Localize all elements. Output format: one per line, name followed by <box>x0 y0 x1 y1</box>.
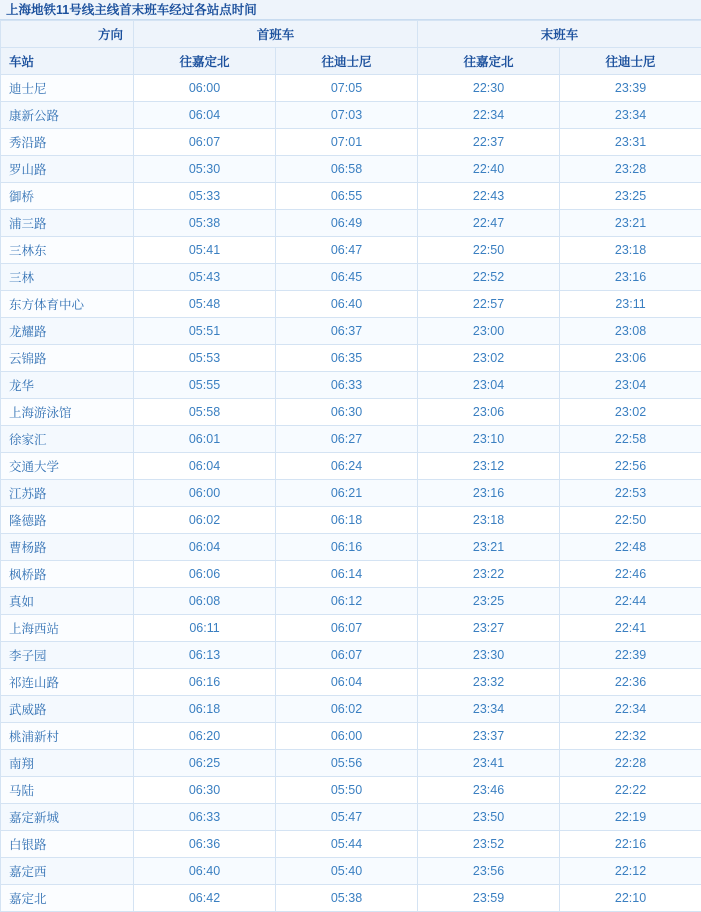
time-cell: 06:27 <box>276 426 418 453</box>
station-name[interactable]: 桃浦新村 <box>1 723 134 750</box>
time-cell: 07:03 <box>276 102 418 129</box>
time-cell: 06:01 <box>134 426 276 453</box>
table-row <box>1 291 701 318</box>
time-cell: 05:53 <box>134 345 276 372</box>
time-cell: 06:02 <box>276 696 418 723</box>
time-cell: 05:30 <box>134 156 276 183</box>
station-name[interactable]: 罗山路 <box>1 156 134 183</box>
table-row <box>1 777 701 804</box>
time-cell: 06:02 <box>134 507 276 534</box>
table-row <box>1 183 701 210</box>
time-cell: 22:41 <box>560 615 701 642</box>
time-cell: 23:50 <box>418 804 560 831</box>
timetable <box>0 20 701 912</box>
station-name[interactable]: 曹杨路 <box>1 534 134 561</box>
time-cell: 05:40 <box>276 858 418 885</box>
time-cell: 22:50 <box>418 237 560 264</box>
station-name[interactable]: 三林 <box>1 264 134 291</box>
time-cell: 05:47 <box>276 804 418 831</box>
table-row <box>1 534 701 561</box>
time-cell: 23:04 <box>418 372 560 399</box>
direction-header: 方向 <box>1 21 134 48</box>
time-cell: 23:21 <box>560 210 701 237</box>
time-cell: 22:36 <box>560 669 701 696</box>
station-name[interactable]: 嘉定西 <box>1 858 134 885</box>
table-row <box>1 615 701 642</box>
time-cell: 23:22 <box>418 561 560 588</box>
time-cell: 23:11 <box>560 291 701 318</box>
station-name[interactable]: 上海西站 <box>1 615 134 642</box>
time-cell: 22:39 <box>560 642 701 669</box>
time-cell: 06:04 <box>134 453 276 480</box>
time-cell: 22:34 <box>560 696 701 723</box>
station-name[interactable]: 三林东 <box>1 237 134 264</box>
time-cell: 06:42 <box>134 885 276 912</box>
time-cell: 05:55 <box>134 372 276 399</box>
table-row <box>1 831 701 858</box>
time-cell: 23:16 <box>560 264 701 291</box>
time-cell: 23:41 <box>418 750 560 777</box>
station-name[interactable]: 白银路 <box>1 831 134 858</box>
table-row <box>1 588 701 615</box>
time-cell: 22:47 <box>418 210 560 237</box>
time-cell: 23:06 <box>418 399 560 426</box>
station-name[interactable]: 康新公路 <box>1 102 134 129</box>
time-cell: 22:56 <box>560 453 701 480</box>
time-cell: 22:52 <box>418 264 560 291</box>
time-cell: 23:34 <box>560 102 701 129</box>
table-row <box>1 885 701 912</box>
time-cell: 22:40 <box>418 156 560 183</box>
time-cell: 06:04 <box>134 534 276 561</box>
time-cell: 22:46 <box>560 561 701 588</box>
station-name[interactable]: 浦三路 <box>1 210 134 237</box>
time-cell: 22:10 <box>560 885 701 912</box>
station-name[interactable]: 龙华 <box>1 372 134 399</box>
time-cell: 06:04 <box>134 102 276 129</box>
time-cell: 06:30 <box>276 399 418 426</box>
time-cell: 06:07 <box>276 642 418 669</box>
time-cell: 06:12 <box>276 588 418 615</box>
time-cell: 23:00 <box>418 318 560 345</box>
time-cell: 22:50 <box>560 507 701 534</box>
time-cell: 06:47 <box>276 237 418 264</box>
time-cell: 23:02 <box>418 345 560 372</box>
time-cell: 05:43 <box>134 264 276 291</box>
station-name[interactable]: 嘉定新城 <box>1 804 134 831</box>
table-header <box>1 21 701 75</box>
time-cell: 05:38 <box>134 210 276 237</box>
station-name[interactable]: 祁连山路 <box>1 669 134 696</box>
time-cell: 05:41 <box>134 237 276 264</box>
time-cell: 23:12 <box>418 453 560 480</box>
page-title: 上海地铁11号线主线首末班车经过各站点时间 <box>0 0 701 20</box>
time-cell: 06:11 <box>134 615 276 642</box>
table-row <box>1 426 701 453</box>
table-row <box>1 156 701 183</box>
time-cell: 05:38 <box>276 885 418 912</box>
time-cell: 23:30 <box>418 642 560 669</box>
time-cell: 23:10 <box>418 426 560 453</box>
station-name[interactable]: 嘉定北 <box>1 885 134 912</box>
station-name[interactable]: 隆德路 <box>1 507 134 534</box>
time-cell: 06:40 <box>276 291 418 318</box>
time-cell: 22:34 <box>418 102 560 129</box>
time-cell: 06:35 <box>276 345 418 372</box>
time-cell: 06:55 <box>276 183 418 210</box>
time-cell: 22:37 <box>418 129 560 156</box>
time-cell: 22:48 <box>560 534 701 561</box>
column-header-last-to-disney: 往迪士尼 <box>560 48 701 75</box>
time-cell: 22:32 <box>560 723 701 750</box>
time-cell: 05:48 <box>134 291 276 318</box>
time-cell: 06:08 <box>134 588 276 615</box>
station-name[interactable]: 上海游泳馆 <box>1 399 134 426</box>
time-cell: 23:04 <box>560 372 701 399</box>
table-row <box>1 399 701 426</box>
time-cell: 06:45 <box>276 264 418 291</box>
time-cell: 06:18 <box>134 696 276 723</box>
time-cell: 06:06 <box>134 561 276 588</box>
time-cell: 06:33 <box>276 372 418 399</box>
table-row <box>1 453 701 480</box>
time-cell: 23:21 <box>418 534 560 561</box>
time-cell: 06:49 <box>276 210 418 237</box>
time-cell: 23:37 <box>418 723 560 750</box>
table-row <box>1 642 701 669</box>
table-row <box>1 75 701 102</box>
table-row <box>1 480 701 507</box>
time-cell: 06:16 <box>134 669 276 696</box>
table-row <box>1 858 701 885</box>
table-row <box>1 345 701 372</box>
table-row <box>1 210 701 237</box>
time-cell: 05:58 <box>134 399 276 426</box>
time-cell: 06:20 <box>134 723 276 750</box>
station-name[interactable]: 真如 <box>1 588 134 615</box>
time-cell: 06:37 <box>276 318 418 345</box>
time-cell: 22:19 <box>560 804 701 831</box>
station-name[interactable]: 徐家汇 <box>1 426 134 453</box>
time-cell: 22:58 <box>560 426 701 453</box>
station-name[interactable]: 云锦路 <box>1 345 134 372</box>
time-cell: 22:28 <box>560 750 701 777</box>
time-cell: 06:58 <box>276 156 418 183</box>
table-row <box>1 372 701 399</box>
time-cell: 06:00 <box>134 75 276 102</box>
time-cell: 23:18 <box>560 237 701 264</box>
time-cell: 23:56 <box>418 858 560 885</box>
table-row <box>1 804 701 831</box>
time-cell: 23:18 <box>418 507 560 534</box>
header-row-groups <box>1 21 701 48</box>
time-cell: 06:07 <box>276 615 418 642</box>
table-row <box>1 129 701 156</box>
station-name[interactable]: 李子园 <box>1 642 134 669</box>
time-cell: 06:13 <box>134 642 276 669</box>
time-cell: 22:57 <box>418 291 560 318</box>
group-header-last-train: 末班车 <box>418 21 701 48</box>
time-cell: 23:52 <box>418 831 560 858</box>
time-cell: 23:02 <box>560 399 701 426</box>
time-cell: 06:18 <box>276 507 418 534</box>
column-header-last-to-jiadingbei: 往嘉定北 <box>418 48 560 75</box>
time-cell: 23:25 <box>560 183 701 210</box>
station-name[interactable]: 马陆 <box>1 777 134 804</box>
table-row <box>1 723 701 750</box>
time-cell: 06:07 <box>134 129 276 156</box>
time-cell: 22:43 <box>418 183 560 210</box>
table-row <box>1 750 701 777</box>
station-name[interactable]: 龙耀路 <box>1 318 134 345</box>
time-cell: 23:28 <box>560 156 701 183</box>
time-cell: 06:30 <box>134 777 276 804</box>
time-cell: 23:34 <box>418 696 560 723</box>
station-name[interactable]: 南翔 <box>1 750 134 777</box>
time-cell: 06:00 <box>276 723 418 750</box>
station-name[interactable]: 迪士尼 <box>1 75 134 102</box>
group-header-first-train: 首班车 <box>134 21 418 48</box>
time-cell: 22:16 <box>560 831 701 858</box>
column-header-first-to-disney: 往迪士尼 <box>276 48 418 75</box>
time-cell: 05:50 <box>276 777 418 804</box>
table-row <box>1 318 701 345</box>
time-cell: 22:44 <box>560 588 701 615</box>
time-cell: 06:21 <box>276 480 418 507</box>
time-cell: 05:56 <box>276 750 418 777</box>
time-cell: 22:30 <box>418 75 560 102</box>
time-cell: 22:22 <box>560 777 701 804</box>
table-row <box>1 264 701 291</box>
time-cell: 22:53 <box>560 480 701 507</box>
time-cell: 06:00 <box>134 480 276 507</box>
time-cell: 05:44 <box>276 831 418 858</box>
table-row <box>1 669 701 696</box>
time-cell: 22:12 <box>560 858 701 885</box>
station-name[interactable]: 御桥 <box>1 183 134 210</box>
time-cell: 06:40 <box>134 858 276 885</box>
time-cell: 23:08 <box>560 318 701 345</box>
table-row <box>1 561 701 588</box>
station-header: 车站 <box>1 48 134 75</box>
time-cell: 05:33 <box>134 183 276 210</box>
time-cell: 23:16 <box>418 480 560 507</box>
time-cell: 23:46 <box>418 777 560 804</box>
station-name[interactable]: 秀沿路 <box>1 129 134 156</box>
time-cell: 23:06 <box>560 345 701 372</box>
time-cell: 06:25 <box>134 750 276 777</box>
time-cell: 23:25 <box>418 588 560 615</box>
table-row <box>1 507 701 534</box>
time-cell: 06:36 <box>134 831 276 858</box>
time-cell: 23:27 <box>418 615 560 642</box>
time-cell: 23:31 <box>560 129 701 156</box>
column-header-first-to-jiadingbei: 往嘉定北 <box>134 48 276 75</box>
station-name[interactable]: 武威路 <box>1 696 134 723</box>
station-name[interactable]: 江苏路 <box>1 480 134 507</box>
time-cell: 05:51 <box>134 318 276 345</box>
time-cell: 07:05 <box>276 75 418 102</box>
time-cell: 23:59 <box>418 885 560 912</box>
time-cell: 06:04 <box>276 669 418 696</box>
time-cell: 23:39 <box>560 75 701 102</box>
time-cell: 06:14 <box>276 561 418 588</box>
time-cell: 06:16 <box>276 534 418 561</box>
time-cell: 23:32 <box>418 669 560 696</box>
table-row <box>1 237 701 264</box>
time-cell: 06:24 <box>276 453 418 480</box>
time-cell: 07:01 <box>276 129 418 156</box>
time-cell: 06:33 <box>134 804 276 831</box>
table-body <box>1 75 701 912</box>
header-row-columns <box>1 48 701 75</box>
table-row <box>1 696 701 723</box>
station-name[interactable]: 枫桥路 <box>1 561 134 588</box>
table-row <box>1 102 701 129</box>
station-name[interactable]: 东方体育中心 <box>1 291 134 318</box>
station-name[interactable]: 交通大学 <box>1 453 134 480</box>
